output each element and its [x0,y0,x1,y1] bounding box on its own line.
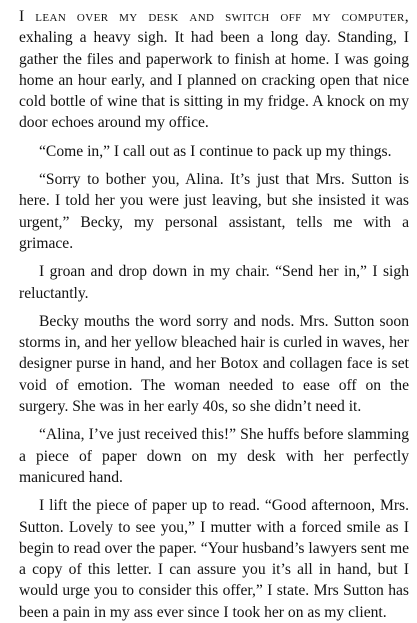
paragraph-1-text: exhaling a heavy sigh. It had been a long day. Standing, I gather the files and paperwork to finish at home. I was going home an hour early, and I planned on cracking open that nice cold bottle of wine that is sitting in my fridge. A knock on my door echoes around my office. [19,29,409,132]
paragraph-3: “Sorry to bother you, Alina. It’s just that Mrs. Sutton is here. I told her you were just leaving, but she insisted it was urgent,” Becky, my personal assistant, tells me with a grimace. [19,171,409,252]
paragraph-5: Becky mouths the word sorry and nods. Mrs. Sutton soon storms in, and her yellow bleached hair is curled in waves, her designer purse in hand, and her Botox and collagen face is set void of emotion. The woman needed to ease off on the surgery. She was in her early 40s, so she didn’t need it. [19,312,409,416]
paragraph-6: “Alina, I’ve just received this!” She huffs before slamming a piece of paper down on my desk with her perfectly manicured hand. [19,426,409,486]
paragraph-2: “Come in,” I call out as I continue to pack up my things. [39,142,392,160]
lead-in-small-caps: I lean over my desk and switch off my computer, [19,8,409,25]
paragraph-4: I groan and drop down in my chair. “Send her in,” I sigh reluctantly. [19,263,409,302]
paragraph-7: I lift the piece of paper up to read. “Good afternoon, Mrs. Sutton. Lovely to see you,” I mutter with a forced smile as I begin to read over the paper. “Your husband’s lawyers sent me a copy of this letter. I can assure you it’s all in hand, but I would urge you to consider this offer,” I state. Mrs Sutton has been a pain in my ass ever since I took her on as my client. [19,497,409,621]
paragraph-1 [19,6,409,134]
